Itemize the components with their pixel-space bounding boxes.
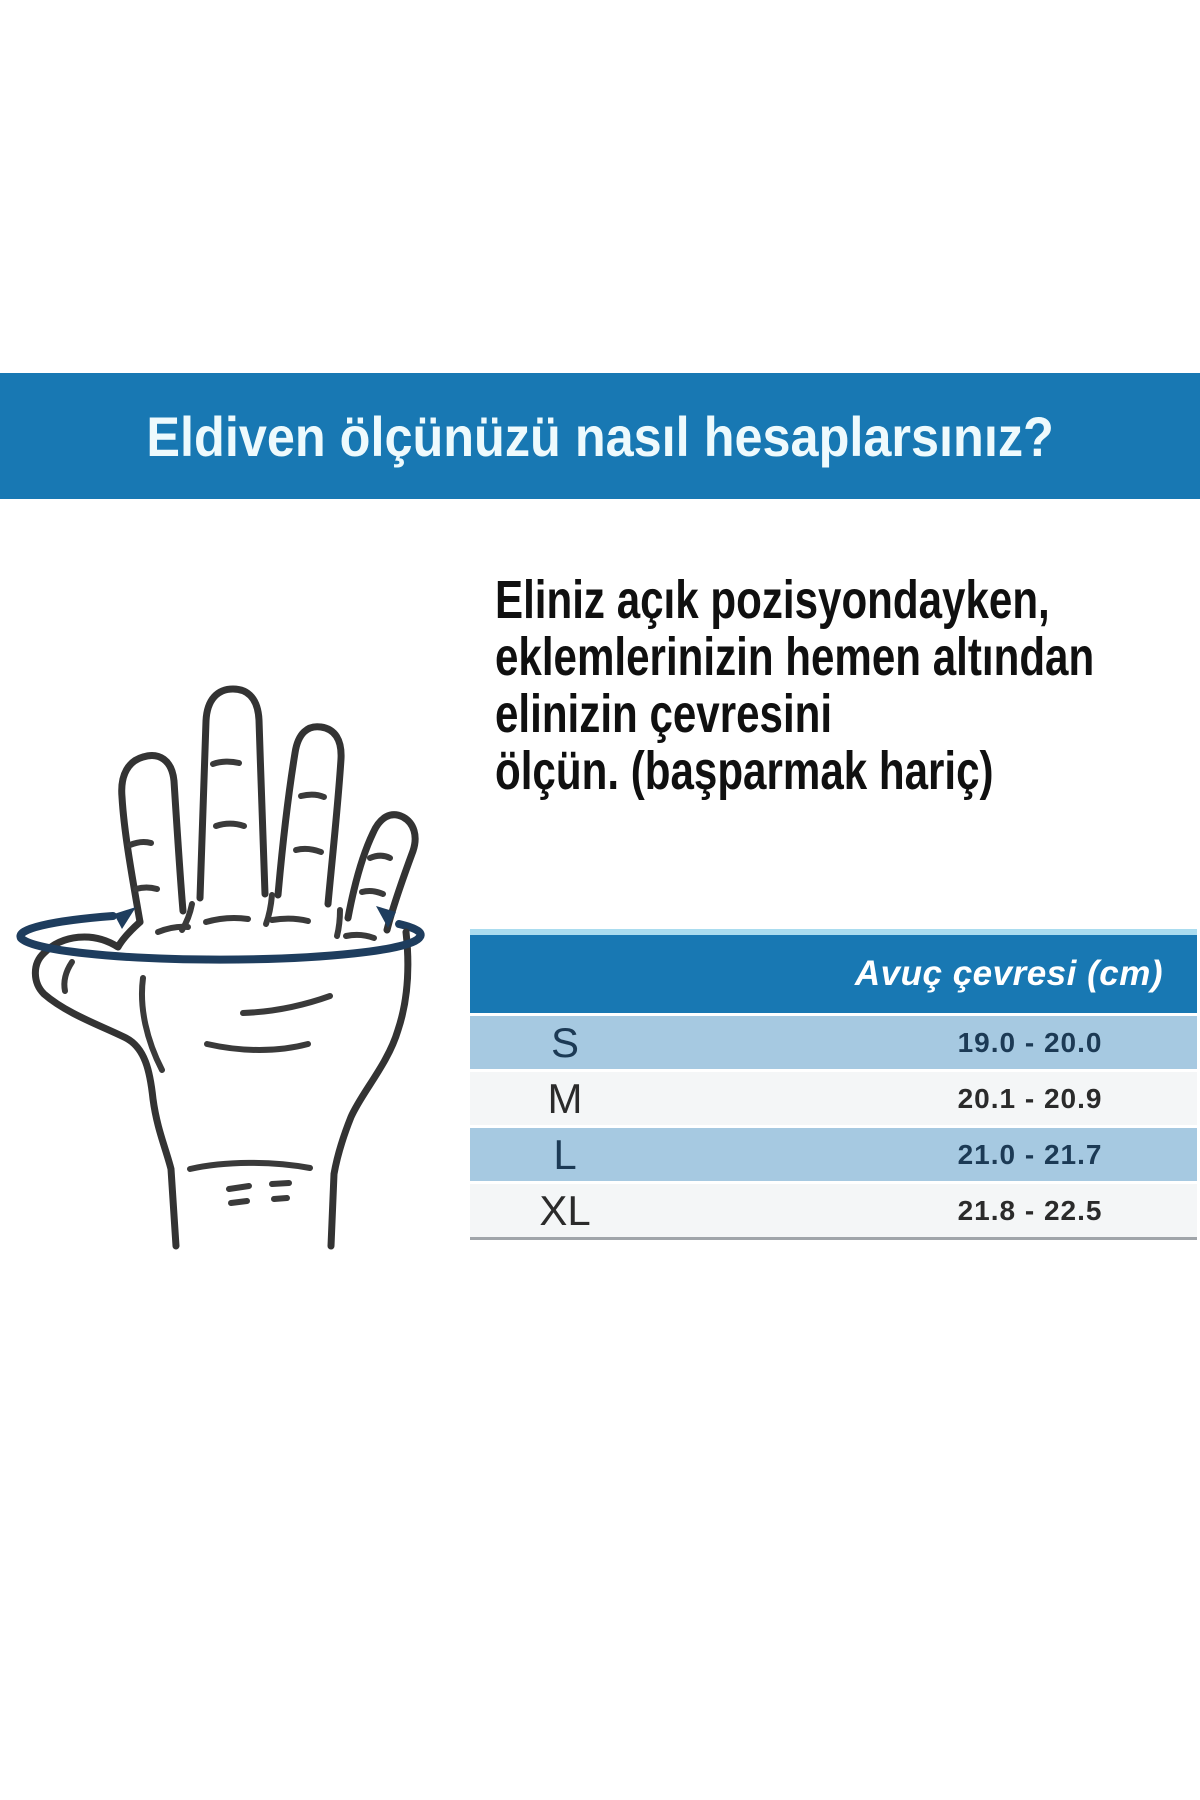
ring-finger-outline bbox=[278, 727, 341, 904]
palm-crease bbox=[207, 1044, 308, 1050]
finger-crease bbox=[296, 849, 321, 852]
page-title: Eldiven ölçünüzü nasıl hesaplarsınız? bbox=[146, 404, 1054, 468]
hand-illustration bbox=[10, 600, 450, 1250]
wrist-crease-dash bbox=[229, 1186, 249, 1189]
measurement-instructions bbox=[495, 572, 1200, 800]
measurement-tape-front bbox=[21, 938, 419, 960]
table-row bbox=[470, 1072, 1197, 1125]
knuckle-crease bbox=[206, 918, 248, 922]
instruction-line: ölçün. (başparmak hariç) bbox=[495, 741, 994, 801]
size-range: 19.0 - 20.0 bbox=[957, 1026, 1103, 1058]
size-range: 21.8 - 22.5 bbox=[957, 1194, 1103, 1226]
knuckle-crease bbox=[346, 935, 374, 938]
size-table bbox=[470, 929, 1197, 1240]
finger-crease bbox=[136, 888, 157, 890]
wrist-crease-dash bbox=[231, 1201, 247, 1203]
wrist-crease bbox=[190, 1163, 310, 1169]
finger-web-line bbox=[337, 910, 340, 936]
finger-crease bbox=[301, 795, 324, 797]
thumb-tip-crease bbox=[64, 962, 72, 991]
table-row bbox=[470, 1184, 1197, 1237]
knuckle-crease bbox=[272, 919, 308, 921]
palm-crease bbox=[243, 996, 330, 1013]
size-table-header-label: Avuç çevresi (cm) bbox=[854, 954, 1163, 993]
wrist-crease-dash bbox=[272, 1183, 289, 1184]
instruction-line: eklemlerinizin hemen altından bbox=[495, 627, 1095, 687]
size-label: S bbox=[550, 1018, 580, 1066]
size-table-header bbox=[470, 929, 1197, 1013]
instruction-line: elinizin çevresini bbox=[495, 684, 833, 744]
thumb-and-left-contour bbox=[35, 922, 176, 1246]
wrist-crease-dash bbox=[274, 1198, 287, 1199]
finger-crease bbox=[216, 824, 244, 826]
size-range: 21.0 - 21.7 bbox=[957, 1138, 1103, 1170]
instruction-line: Eliniz açık pozisyondayken, bbox=[495, 570, 1050, 630]
finger-crease bbox=[130, 842, 151, 845]
size-label: XL bbox=[539, 1186, 591, 1234]
table-row bbox=[470, 1128, 1197, 1181]
size-label: L bbox=[553, 1130, 577, 1178]
index-finger-outline bbox=[122, 756, 183, 922]
measurement-tape-back-left bbox=[20, 916, 113, 938]
table-bottom-border bbox=[470, 1237, 1197, 1240]
size-range: 20.1 - 20.9 bbox=[957, 1082, 1103, 1114]
title-banner bbox=[0, 373, 1200, 499]
finger-crease bbox=[370, 856, 390, 858]
size-label: M bbox=[547, 1074, 583, 1122]
finger-crease bbox=[213, 762, 239, 764]
finger-crease bbox=[362, 891, 383, 894]
table-row bbox=[470, 1016, 1197, 1069]
middle-finger-outline bbox=[200, 689, 265, 898]
palm-right-contour bbox=[331, 932, 408, 1246]
